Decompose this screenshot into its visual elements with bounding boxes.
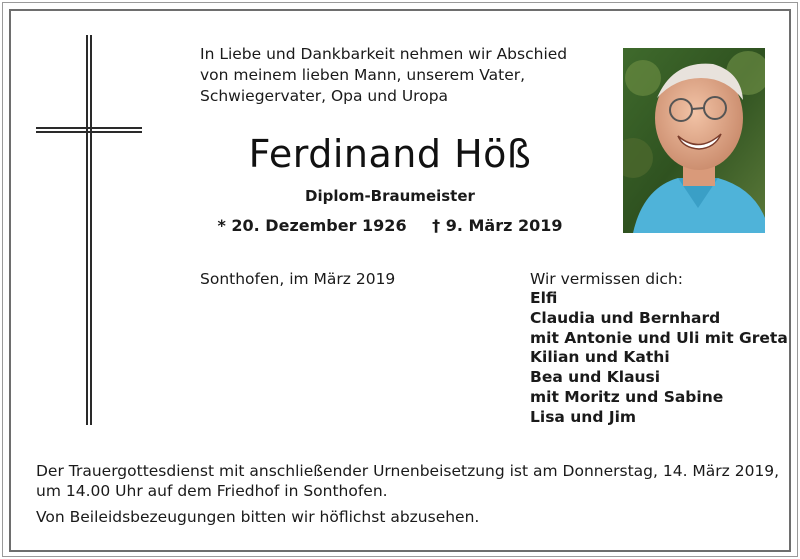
intro-line: von meinem lieben Mann, unserem Vater,	[200, 66, 526, 84]
deceased-name: Ferdinand Höß	[248, 132, 532, 176]
list-item: Lisa und Jim	[530, 407, 637, 426]
intro-line: In Liebe und Dankbarkeit nehmen wir Abschied	[200, 45, 568, 63]
life-dates	[200, 216, 580, 235]
list-item: mit Antonie und Uli mit Greta	[530, 328, 788, 347]
place-date: Sonthofen, im März 2019	[200, 270, 396, 288]
footer-line: um 14.00 Uhr auf dem Friedhof in Sonthofen.	[36, 482, 388, 500]
birth-date: * 20. Dezember 1926	[217, 216, 407, 235]
death-date: † 9. März 2019	[432, 216, 563, 235]
list-item: Bea und Klausi	[530, 368, 661, 387]
intro-text	[200, 44, 600, 107]
deceased-title: Diplom-Braumeister	[305, 187, 475, 205]
portrait-photo	[623, 48, 765, 233]
list-item: mit Moritz und Sabine	[530, 387, 724, 406]
footer-line: Der Trauergottesdienst mit anschließender Urnenbeisetzung ist am Donnerstag, 14. März 2019,	[36, 462, 780, 480]
list-item: Elfi	[530, 289, 558, 307]
list-item: Claudia und Bernhard	[530, 308, 721, 327]
mourners-list	[530, 289, 788, 428]
list-item: Kilian und Kathi	[530, 348, 670, 367]
service-info	[36, 461, 780, 527]
mourners-heading: Wir vermissen dich:	[530, 270, 683, 288]
footer-line: Von Beileidsbezeugungen bitten wir höflichst abzusehen.	[36, 508, 480, 526]
intro-line: Schwiegervater, Opa und Uropa	[200, 87, 449, 105]
